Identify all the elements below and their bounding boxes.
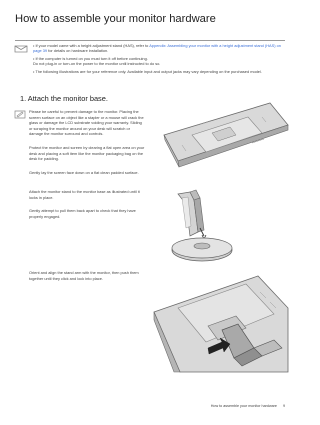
note-illustrations: • The following illustrations are for your reference only. Available input and output jacks may vary depending on the purchased model. [33,68,262,74]
paragraph-attach-stand: Attach the monitor stand to the monitor base as illustrated until it locks in place. [29,189,140,200]
page-number: 9 [282,404,285,408]
appendix-link[interactable]: Appendix: Assembling your monitor with a height adjustment stand (HAS) on page 39 [33,43,281,54]
note-power [33,56,285,66]
pencil-note-icon [14,110,26,119]
note-has [33,43,285,53]
paragraph-lay-face-down: Gently lay the screen face down on a flat clean padded surface. [29,170,139,175]
note-has-suffix: for details on hardware installation. [47,48,109,54]
paragraph-orient-align: Orient and align the stand arm with the monitor, then push them together until they click and lock into place. [29,270,139,281]
note-has-text: • If your model came with a height adjustment stand (HAS), refer to [33,43,150,48]
step-heading: 1. Attach the monitor base. [20,94,108,103]
monitor-back-illustration [152,95,292,187]
notes-block [33,43,285,76]
page-title: How to assemble your monitor hardware [15,13,216,25]
stand-arm-attach-illustration [150,268,290,378]
paragraph-protect: Protect the monitor and screen by clearing a flat open area on your desk and placing a soft item like the monitor packaging bag on the desk for padding. [29,145,145,162]
footer-section-title: How to assemble your monitor hardware [210,404,277,408]
title-divider [15,40,285,41]
note-power-line1: • If the computer is turned on you must turn it off before continuing. [33,55,148,61]
note-icon [14,44,28,54]
caution-text: Please be careful to prevent damage to the monitor. Placing the screen surface on an object like a stapler or a mouse will crack the glass or damage the LCD substrate voiding your warranty. Sliding or scraping the monitor around on your desk will scratch or damage the monitor surround and controls. [29,109,144,137]
stand-base-illustration [160,188,240,268]
note-power-line2: Do not plug-in or turn-on the power to the monitor until instructed to do so. [33,60,161,66]
paragraph-check-engaged: Gently attempt to pull them back apart to check that they have properly engaged. [29,208,136,219]
page-footer [211,404,285,408]
